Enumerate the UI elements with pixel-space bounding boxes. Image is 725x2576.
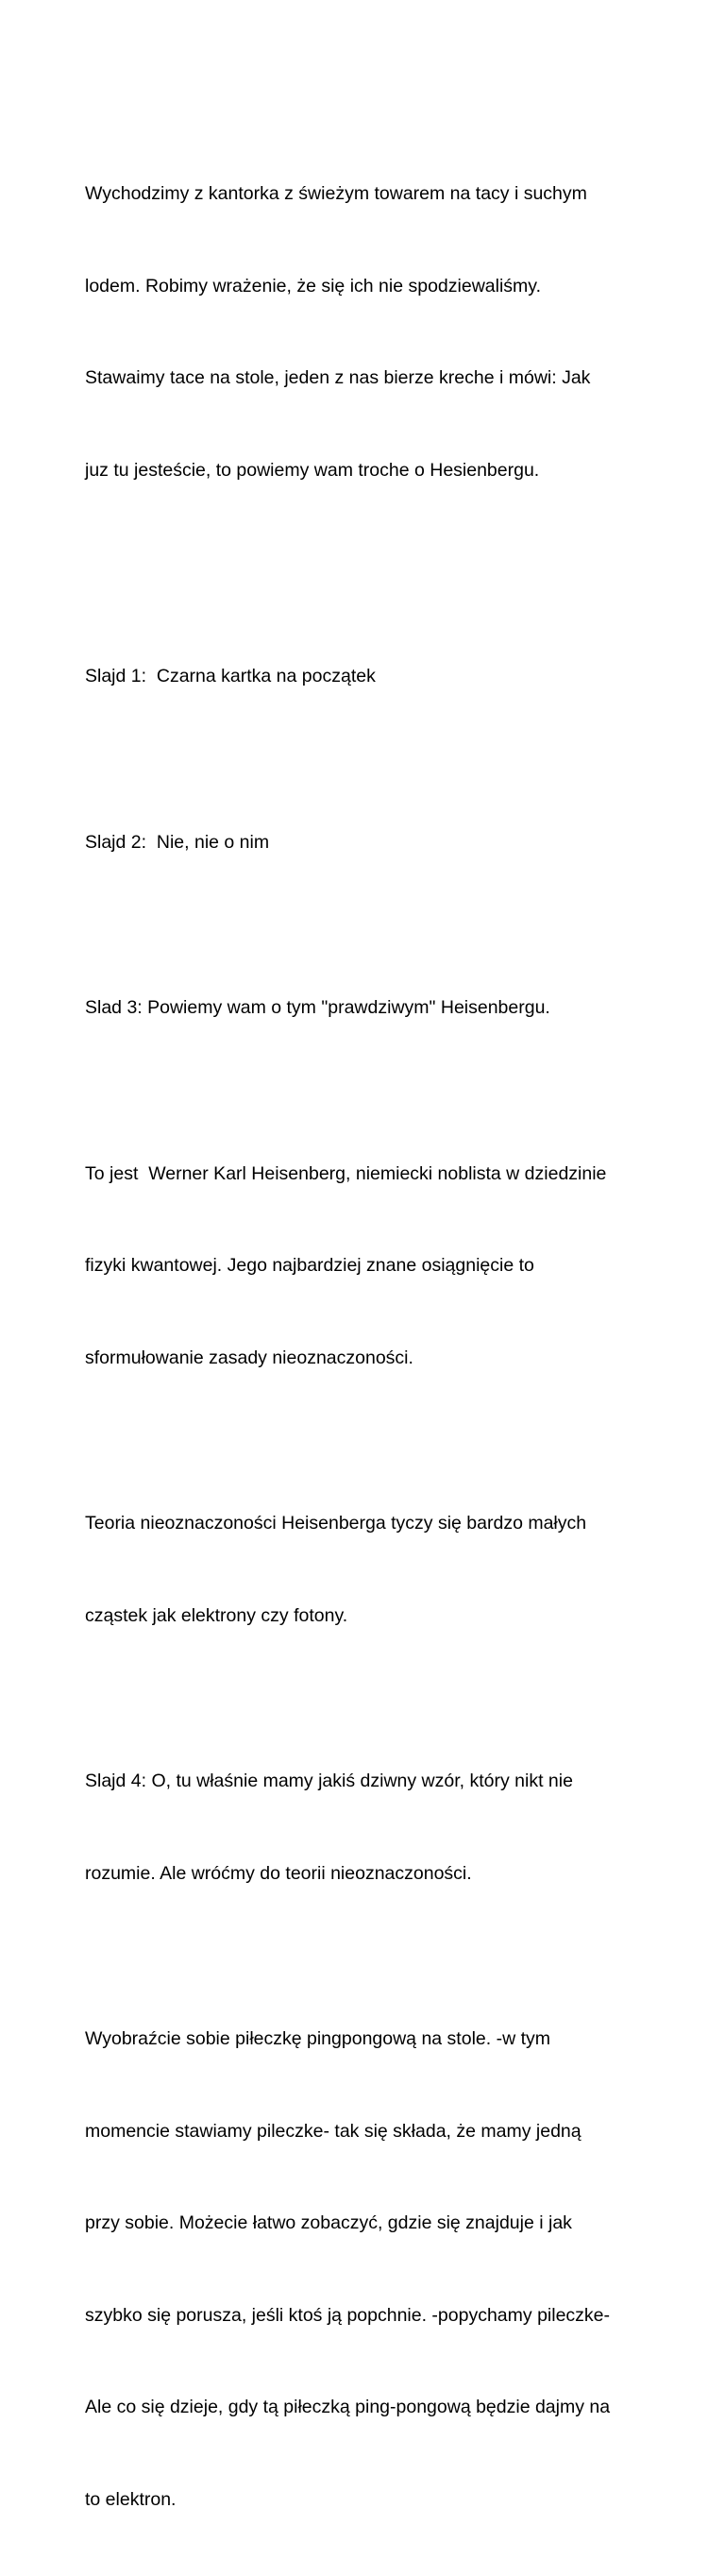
paragraph-spacer: [85, 1950, 649, 1962]
text-line: momencie stawiamy pileczke- tak się składa, że mamy jedną: [85, 2120, 582, 2142]
text-line: Slajd 1: Czarna kartka na początek: [85, 666, 376, 686]
paragraph-spacer: [85, 1085, 649, 1097]
text-line: To jest Werner Karl Heisenberg, niemiecki noblista w dziedzinie: [85, 1162, 607, 1184]
slide3-paragraph: [85, 931, 649, 1085]
intro-paragraph: [85, 117, 649, 547]
text-line: to elektron.: [85, 2488, 177, 2510]
text-line: Slajd 4: O, tu właśnie mamy jakiś dziwny wzór, który nikt nie: [85, 1771, 573, 1791]
text-line: lodem. Robimy wrażenie, że się ich nie spodziewaliśmy.: [85, 275, 541, 297]
text-line: Slajd 2: Nie, nie o nim: [85, 831, 270, 853]
pingpong-paragraph: [85, 1962, 649, 2576]
text-line: Teoria nieoznaczoności Heisenberga tyczy się bardzo małych: [85, 1513, 587, 1534]
paragraph-spacer: [85, 754, 649, 766]
text-line: rozumie. Ale wróćmy do teorii nieoznaczoności.: [85, 1862, 472, 1884]
text-line: fizyki kwantowej. Jego najbardziej znane osiągnięcie to: [85, 1255, 534, 1276]
text-line: cząstek jak elektrony czy fotony.: [85, 1604, 348, 1626]
paragraph-spacer: [85, 1434, 649, 1447]
paragraph-spacer: [85, 547, 649, 600]
text-line: Stawaimy tace na stole, jeden z nas bierze kreche i mówi: Jak: [85, 367, 591, 388]
paragraph-spacer: [85, 919, 649, 931]
text-line: Wychodzimy z kantorka z świeżym towarem na tacy i suchym: [85, 183, 587, 204]
text-line: sformułowanie zasady nieoznaczoności.: [85, 1347, 413, 1368]
paragraph-spacer: [85, 1692, 649, 1704]
slide4-paragraph: [85, 1704, 649, 1950]
text-line: szybko się porusza, jeśli ktoś ją popchnie. -popychamy pileczke-: [85, 2304, 611, 2326]
slide1-paragraph: [85, 600, 649, 754]
text-line: przy sobie. Możecie łatwo zobaczyć, gdzie się znajduje i jak: [85, 2212, 572, 2233]
text-line: Wyobraźcie sobie piłeczkę pingpongową na stole. -w tym: [85, 2028, 550, 2049]
text-line: juz tu jesteście, to powiemy wam troche o Hesienbergu.: [85, 459, 540, 481]
text-line: Ale co się dzieje, gdy tą piłeczką ping-pongową będzie dajmy na: [85, 2397, 611, 2417]
text-line: Slad 3: Powiemy wam o tym "prawdziwym" Heisenbergu.: [85, 997, 550, 1018]
heisenberg-bio-paragraph: [85, 1097, 649, 1435]
theory-paragraph: [85, 1447, 649, 1692]
slide2-paragraph: [85, 766, 649, 920]
